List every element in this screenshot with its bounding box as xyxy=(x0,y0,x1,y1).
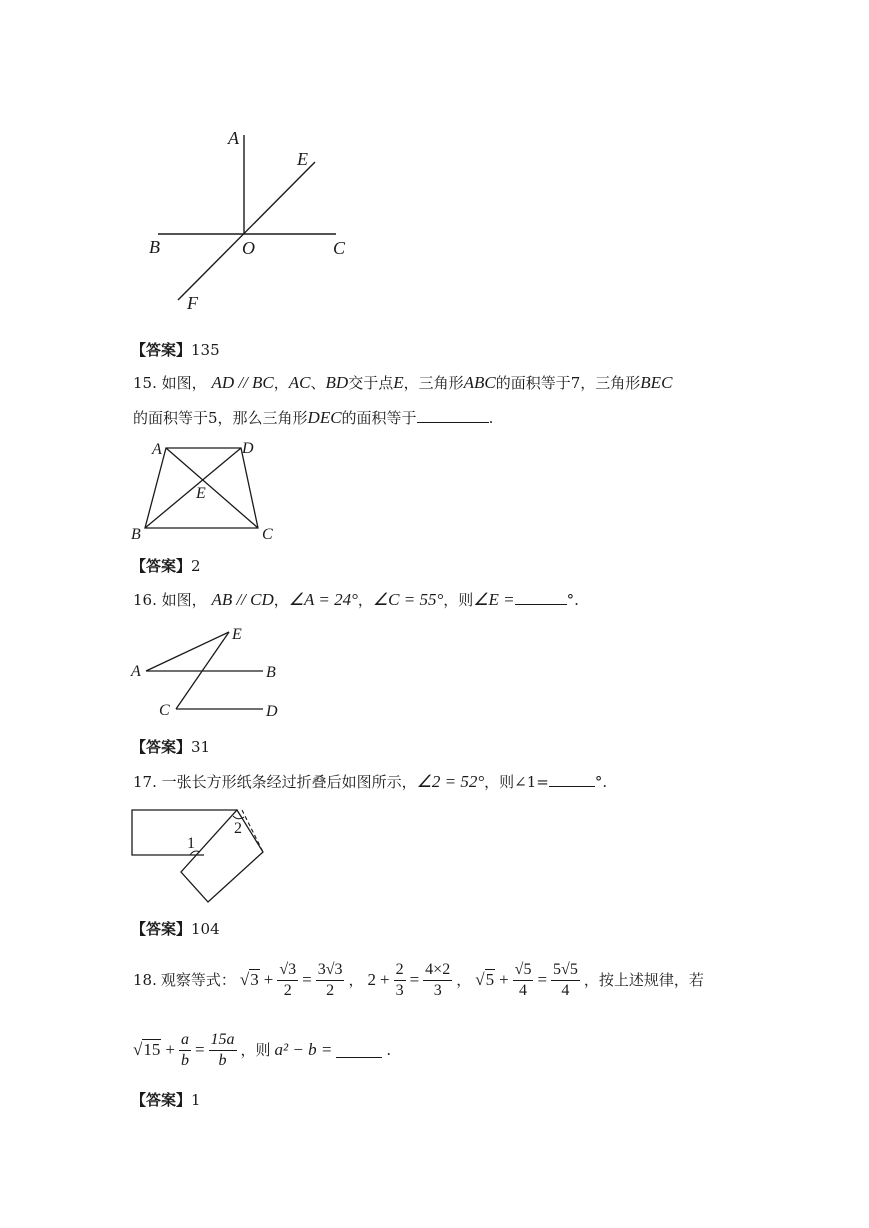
answer-blank[interactable] xyxy=(417,408,489,423)
answer-blank[interactable] xyxy=(549,772,595,787)
question-18-line2 xyxy=(133,1028,391,1072)
q15-text: 、 xyxy=(310,374,326,392)
denominator: 3 xyxy=(433,981,442,999)
q15-text: . xyxy=(488,409,494,427)
q17-text: °. xyxy=(594,773,608,791)
diagonal-bd xyxy=(145,448,241,528)
plus-sign: + xyxy=(263,970,274,989)
sqrt-expression: √5 xyxy=(475,970,495,989)
question-number: 16. xyxy=(133,591,157,609)
denominator: b xyxy=(218,1051,227,1069)
label-c: C xyxy=(262,526,273,543)
folded-part xyxy=(181,810,263,902)
line-ef xyxy=(178,162,315,300)
fraction xyxy=(209,1030,237,1071)
answer-blank[interactable] xyxy=(336,1043,382,1058)
denominator: b xyxy=(180,1051,189,1069)
figure-q17 xyxy=(128,802,278,907)
fraction xyxy=(394,960,406,1001)
label-angle-2: 2 xyxy=(234,820,242,837)
numerator: √5 xyxy=(513,960,534,981)
q16-math: AB // CD xyxy=(211,590,274,609)
question-18-line1 xyxy=(133,958,704,1002)
fraction xyxy=(277,960,298,1001)
answer-value: 2 xyxy=(191,557,201,575)
numerator: 2 xyxy=(394,960,406,981)
fraction xyxy=(423,960,452,1001)
q15-math: AC xyxy=(288,373,311,392)
label-f: F xyxy=(187,293,198,313)
q16-math: ∠C = 55° xyxy=(372,590,444,609)
answer-value: 135 xyxy=(191,341,220,359)
q15-text: ， xyxy=(273,374,289,392)
denominator: 2 xyxy=(326,981,335,999)
figure-q16 xyxy=(126,622,296,726)
numerator: √3 xyxy=(277,960,298,981)
label-angle-1: 1 xyxy=(187,835,195,852)
answer-14 xyxy=(131,340,220,360)
q16-text: °. xyxy=(566,591,579,609)
question-number: 17. xyxy=(133,773,157,791)
sqrt-expression: √15 xyxy=(133,1040,161,1059)
question-15-line2 xyxy=(133,408,493,428)
label-c: C xyxy=(333,238,346,258)
q16-text: ， xyxy=(273,591,289,609)
q18-math: a² − b = xyxy=(274,1040,333,1059)
label-o: O xyxy=(242,238,255,258)
q18-text: ，则 xyxy=(240,1041,271,1059)
q15-text: 如图， xyxy=(161,374,207,392)
radicand: 5 xyxy=(485,970,495,989)
q16-text: 如图， xyxy=(161,591,207,609)
q17-math: ∠2 = 52° xyxy=(416,772,485,791)
numerator: 5√5 xyxy=(551,960,580,981)
line-ae xyxy=(146,632,229,671)
question-15-line1 xyxy=(133,373,672,393)
answer-tag: 【答案】 xyxy=(131,557,192,575)
label-b: B xyxy=(131,526,141,543)
q15-text: ，三角形 xyxy=(403,374,464,392)
denominator: 3 xyxy=(395,981,404,999)
label-a: A xyxy=(152,441,162,458)
q16-math: ∠A = 24° xyxy=(288,590,358,609)
label-b: B xyxy=(266,664,276,681)
q15-text: 交于点 xyxy=(348,374,394,392)
fraction xyxy=(551,960,580,1001)
q16-text: ，则 xyxy=(443,591,474,609)
label-a: A xyxy=(131,663,141,680)
equals-sign: = xyxy=(537,970,548,989)
answer-tag: 【答案】 xyxy=(131,920,192,938)
q17-text: ，则∠1= xyxy=(484,773,549,791)
label-e: E xyxy=(297,149,308,169)
answer-18 xyxy=(131,1090,201,1110)
q15-text: 的面积等于 xyxy=(341,409,417,427)
answer-value: 1 xyxy=(191,1091,201,1109)
q15-text: 的面积等于5，那么三角形 xyxy=(133,409,308,427)
answer-blank[interactable] xyxy=(515,590,567,605)
q18-text: ，按上述规律，若 xyxy=(583,971,704,989)
q15-math: BEC xyxy=(640,373,673,392)
numerator: a xyxy=(179,1030,191,1051)
answer-17 xyxy=(131,919,220,939)
q15-math: BD xyxy=(325,373,349,392)
answer-value: 31 xyxy=(191,738,211,756)
q15-math: E xyxy=(393,373,404,392)
question-17 xyxy=(133,772,607,792)
answer-tag: 【答案】 xyxy=(131,1091,192,1109)
q17-text: 一张长方形纸条经过折叠后如图所示， xyxy=(161,773,417,791)
q16-math: ∠E = xyxy=(473,590,515,609)
label-e: E xyxy=(232,626,242,643)
q18-text: . xyxy=(386,1041,392,1059)
label-c: C xyxy=(159,702,170,719)
radicand: 3 xyxy=(250,970,259,989)
plus-sign: + xyxy=(499,970,509,989)
radicand: 15 xyxy=(143,1040,161,1059)
denominator: 2 xyxy=(283,981,292,999)
angle-arc-2 xyxy=(233,816,244,819)
numerator: 4×2 xyxy=(423,960,452,981)
q15-math: DEC xyxy=(307,408,342,427)
q18-text: ， xyxy=(348,971,364,989)
q18-text: ， xyxy=(456,971,472,989)
whole-number: 2 xyxy=(367,970,376,989)
numerator: 3√3 xyxy=(316,960,345,981)
figure-q15 xyxy=(128,436,288,546)
label-e: E xyxy=(196,485,206,502)
fraction xyxy=(513,960,534,1001)
answer-15 xyxy=(131,556,201,576)
question-number: 15. xyxy=(133,374,157,392)
answer-16 xyxy=(131,737,210,757)
q18-text: 观察等式： xyxy=(160,971,236,989)
fraction xyxy=(316,960,345,1001)
denominator: 4 xyxy=(519,981,528,999)
answer-tag: 【答案】 xyxy=(131,341,192,359)
question-16 xyxy=(133,590,579,610)
q16-text: ， xyxy=(357,591,373,609)
equals-sign: = xyxy=(194,1040,205,1059)
paper-strip xyxy=(132,810,237,855)
denominator: 4 xyxy=(561,981,570,999)
label-a: A xyxy=(228,128,239,148)
plus-sign: + xyxy=(165,1040,175,1059)
label-d: D xyxy=(266,703,278,720)
answer-tag: 【答案】 xyxy=(131,738,192,756)
sqrt-expression: √3 xyxy=(239,970,259,989)
label-b: B xyxy=(149,237,160,257)
q15-math: ABC xyxy=(463,373,496,392)
question-number: 18. xyxy=(133,971,157,989)
q15-text: 的面积等于7，三角形 xyxy=(495,374,641,392)
figure-q14 xyxy=(140,120,370,320)
plus-sign: + xyxy=(379,970,390,989)
equals-sign: = xyxy=(409,970,420,989)
fraction xyxy=(179,1030,191,1071)
q15-math: AD // BC xyxy=(211,373,274,392)
equals-sign: = xyxy=(302,970,312,989)
numerator: 15a xyxy=(209,1030,237,1051)
answer-value: 104 xyxy=(191,920,220,938)
label-d: D xyxy=(242,440,254,457)
